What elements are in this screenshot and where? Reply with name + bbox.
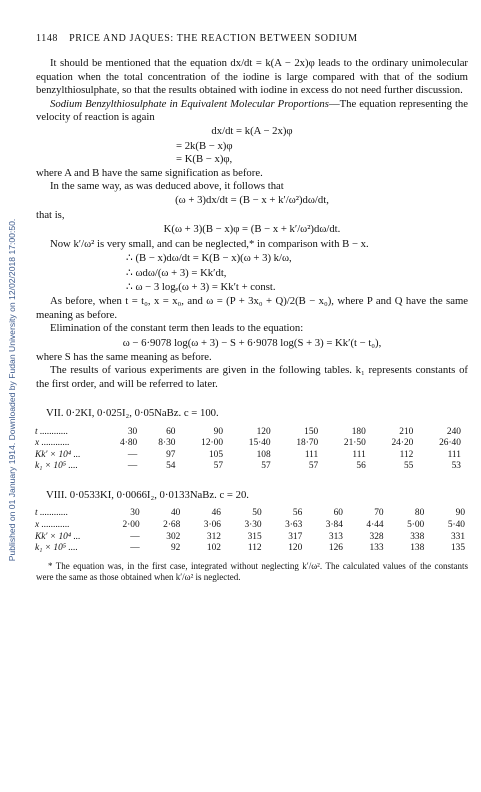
table-cell: 180 xyxy=(351,426,366,437)
equation-5: K(ω + 3)(B − x)φ = (B − x + k′/ω²)dω/dt. xyxy=(163,223,341,236)
row-label: Kk′ × 10⁴ ... xyxy=(35,449,81,460)
table-cell: 111 xyxy=(447,449,461,460)
table-cell: — xyxy=(127,449,138,460)
table-cell: 97 xyxy=(166,449,176,460)
table-cell: 102 xyxy=(206,543,221,554)
paragraph-9: where S has the same meaning as before. xyxy=(36,350,212,363)
table-cell: 8·30 xyxy=(158,438,176,449)
table-cell: 3·63 xyxy=(285,519,303,530)
table-cell: 15·40 xyxy=(248,438,271,449)
table-cell: 53 xyxy=(451,461,461,472)
running-header xyxy=(36,32,468,45)
table-cell: 240 xyxy=(446,426,461,437)
table-cell: 54 xyxy=(166,461,176,472)
table-cell: 5·40 xyxy=(447,519,465,530)
paragraph-8: Elimination of the constant term then leads to the equation: xyxy=(50,322,304,335)
table-row xyxy=(34,508,466,520)
row-label: t ............ xyxy=(35,508,69,519)
table-cell: 12·00 xyxy=(201,438,224,449)
paragraph-2 xyxy=(36,98,468,125)
equation-4: (ω + 3)dx/dt = (B − x + k′/ω²)dω/dt, xyxy=(175,194,329,207)
download-watermark-text: Published on 01 January 1914. Downloaded by Fudan University on 12/02/2018 17:00:50. xyxy=(7,218,17,562)
table-cell: 317 xyxy=(288,531,303,542)
table-row xyxy=(34,520,466,532)
table-cell: 90 xyxy=(455,508,465,519)
table-cell: — xyxy=(130,543,140,554)
table-cell: 111 xyxy=(304,449,319,460)
row-label: x ............ xyxy=(35,438,70,449)
equation-3: = K(B − x)φ, xyxy=(176,153,233,166)
table-row xyxy=(34,427,466,439)
section-heading: Sodium Benzylthiosulphate in Equivalent Molecular Proportions xyxy=(50,97,329,110)
table-cell: 138 xyxy=(410,543,425,554)
table-cell xyxy=(462,461,466,473)
equation-9: ω − 6·9078 log(ω + 3) − S + 6·9078 log(S + 3) = Kk′(t − t₀), xyxy=(122,336,382,349)
table-cell: 108 xyxy=(256,449,271,460)
paragraph-4: In the same way, as was deduced above, it follows that xyxy=(50,180,284,193)
table-cell: 4·80 xyxy=(120,438,138,449)
table-cell: 60 xyxy=(333,508,343,519)
row-label: t ............ xyxy=(35,426,69,437)
equation-6: ∴ (B − x)dω/dt = K(B − x)(ω + 3) k/ω, xyxy=(126,252,292,265)
table-cell: 120 xyxy=(256,426,271,437)
table-cell: 313 xyxy=(328,531,343,542)
row-label: Kk′ × 10⁴ ... xyxy=(35,531,81,542)
table-cell: 112 xyxy=(247,543,262,554)
paragraph-3: where A and B have the same signification as before. xyxy=(36,166,263,179)
table-cell: 302 xyxy=(166,531,181,542)
paragraph-6: Now k′/ω² is very small, and can be neglected,* in comparison with B − x. xyxy=(50,237,369,250)
table-row xyxy=(34,543,466,555)
table-cell: 315 xyxy=(247,531,262,542)
row-label: k₁ × 10⁵ .... xyxy=(35,543,78,554)
table-cell: 30 xyxy=(130,508,140,519)
table-cell: 57 xyxy=(213,461,224,472)
equation-1: dx/dt = k(A − 2x)φ xyxy=(211,125,293,138)
table-row xyxy=(34,438,466,450)
table-cell: 312 xyxy=(206,531,221,542)
paragraph-2-text: —The equation representing the velocity of reaction is again xyxy=(36,97,469,124)
table-cell: 46 xyxy=(211,508,221,519)
table-cell: 18·70 xyxy=(296,438,319,449)
table-cell xyxy=(462,438,466,450)
table-cell: 3·30 xyxy=(244,519,262,530)
table-cell: 92 xyxy=(170,543,181,554)
table-cell xyxy=(462,427,466,439)
table-cell: 30 xyxy=(127,426,138,437)
paragraph-7: As before, when t = t₀, x = x₀, and ω = (P + 3x₀ + Q)/2(B − x₀), where P and Q have the same meaning as before. xyxy=(36,295,468,321)
table-cell: 135 xyxy=(450,543,465,554)
table-cell: 105 xyxy=(208,449,224,460)
table-cell: 21·50 xyxy=(343,438,366,449)
table-cell: 2·00 xyxy=(122,519,140,530)
table-cell: 120 xyxy=(288,543,303,554)
page-number: 1148 xyxy=(36,33,59,44)
table-cell: 2·68 xyxy=(163,519,181,530)
table-row xyxy=(34,450,466,462)
table-cell: 3·06 xyxy=(203,519,221,530)
table-cell xyxy=(462,450,466,462)
paper-page xyxy=(36,32,468,583)
row-label: x ............ xyxy=(35,519,70,530)
table-cell: 24·20 xyxy=(391,438,414,449)
table-cell: 56 xyxy=(292,508,303,519)
table-cell: 126 xyxy=(328,543,343,554)
table-cell: 133 xyxy=(369,543,384,554)
table-viii xyxy=(34,508,466,554)
paragraph-5: that is, xyxy=(36,208,65,221)
table-cell: 111 xyxy=(352,449,366,460)
table-cell: 90 xyxy=(213,426,224,437)
table-cell: 4·44 xyxy=(366,519,384,530)
table-cell: 26·40 xyxy=(439,438,461,449)
table-vii xyxy=(34,427,466,473)
table-cell: 60 xyxy=(166,426,176,437)
table-cell: 328 xyxy=(369,531,384,542)
table-cell: 338 xyxy=(410,531,425,542)
table-cell: — xyxy=(130,531,140,542)
table-vii-title: VII. 0·2KI, 0·025I₂, 0·05NaBz. c = 100. xyxy=(46,407,219,420)
table-viii-title: VIII. 0·0533KI, 0·0066I₂, 0·0133NaBz. c = 20. xyxy=(46,488,249,501)
footnote: * The equation was, in the first case, integrated without neglecting k′/ω². The calculated values of the constants were the same as those obtained when k′/ω² is neglected. xyxy=(36,560,468,582)
table-cell: 331 xyxy=(450,531,465,542)
table-cell: 70 xyxy=(374,508,384,519)
table-cell: 112 xyxy=(399,449,414,460)
table-cell: — xyxy=(127,461,138,472)
equation-8: ∴ ω − 3 logₑ(ω + 3) = Kk′t + const. xyxy=(126,280,276,293)
running-title: PRICE AND JAQUES: THE REACTION BETWEEN SODIUM xyxy=(69,33,358,44)
table-cell: 56 xyxy=(356,461,366,472)
table-row xyxy=(34,532,466,544)
equation-2: = 2k(B − x)φ xyxy=(176,139,233,152)
paragraph-1: It should be mentioned that the equation dx/dt = k(A − 2x)φ leads to the ordinary unimolecular equation when the total concentration of the iodine is large compared with that of the sodium benzylthiosulphate, so that the results obtained with iodine in excess do not need further discussion. xyxy=(36,57,468,97)
table-cell: 5·00 xyxy=(407,519,425,530)
table-cell: 210 xyxy=(399,426,414,437)
table-cell: 80 xyxy=(414,508,425,519)
table-cell: 50 xyxy=(252,508,262,519)
table-cell: 57 xyxy=(261,461,271,472)
table-cell: 3·84 xyxy=(325,519,343,530)
table-cell: 150 xyxy=(304,426,319,437)
download-watermark xyxy=(0,70,24,710)
table-cell: 57 xyxy=(308,461,319,472)
row-label: k₁ × 10⁵ .... xyxy=(35,461,78,472)
table-row xyxy=(34,461,466,473)
table-cell: 40 xyxy=(170,508,181,519)
table-cell: 55 xyxy=(403,461,414,472)
equation-7: ∴ ωdω/(ω + 3) = Kk′dt, xyxy=(126,266,227,279)
paragraph-10: The results of various experiments are given in the following tables. k₁ represents constants of the first order, and will be referred to later. xyxy=(36,364,468,390)
